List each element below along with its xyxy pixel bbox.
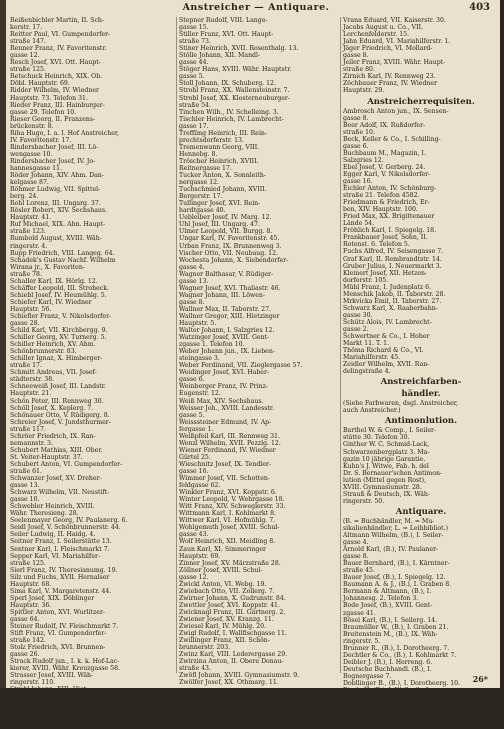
directory-entry: Watzinger Josef, XVIII. Gent-	[179, 334, 270, 342]
directory-entry: Stroh Julius, II. Praterstr. 37.	[10, 700, 102, 708]
directory-entry: Rupp Friedrich, VIII. Langeg. 64.	[10, 249, 115, 257]
directory-entry: Zwiebach Otto, VII. Zollerg. 7.	[179, 587, 275, 595]
directory-entry: Schönauer Otto, V. Rüdigerg. 8.	[10, 411, 110, 419]
directory-entry: straße 61.	[10, 468, 42, 475]
directory-entry: Barthel W. & Comp., I. Seiler-	[343, 427, 437, 435]
directory-entry: Ambrosch Anton jun., IX. Sensen-	[343, 107, 449, 115]
directory-entry: Mühl Franz, I. Judenplatz 6.	[343, 283, 432, 291]
directory-entry: straße 125.	[10, 66, 46, 74]
directory-entry: Wagner Johann, III. Löwen-	[179, 291, 265, 299]
directory-entry: Zwirzina Anton, II. Obere Donau-	[179, 658, 284, 666]
directory-entry: Sepper Karl, VI. Mariahilfer-	[10, 552, 101, 560]
directory-entry: gasse 8.	[343, 52, 369, 60]
directory-entry: Wenzl Wilhelm, XVII. Pezzlg. 12.	[179, 439, 281, 447]
directory-entry: Fuchs Alfred, IV. Seisengasse 7.	[343, 248, 444, 256]
directory-entry: Rohl Lorenz, III. Ungarg. 37.	[10, 200, 101, 208]
directory-entry: Kleinert Josef, XII. Hetzen-	[343, 269, 428, 277]
directory-entry: Wallner Gregor, XIII. Hietzinger	[179, 312, 280, 320]
directory-entry: feldgasse 62.	[179, 482, 221, 490]
directory-entry: Arnold Karl, (B.), IV. Paulaner-	[343, 546, 439, 554]
directory-entry: Johannesg. 2. Telefon 3.	[343, 595, 419, 603]
directory-entry: straße 117.	[10, 425, 46, 433]
directory-entry: Treffling Heinrich, III. Rein-	[179, 129, 267, 137]
directory-entry: Schwanzer Josef, XV. Dreher-	[10, 475, 102, 483]
directory-entry: Zwigl Rudolf, I. Wallfischgasse 11.	[179, 630, 287, 638]
directory-entry: zinger Hauptstr. 20.	[10, 693, 74, 701]
directory-entry: Rieder Franz, III. Hainburger-	[10, 101, 105, 109]
directory-entry: straße 73.	[179, 38, 211, 46]
section-heading: Antimonlution.	[384, 416, 458, 427]
directory-entry: Zwicknagl Franz, III. Gärtnerg. 2.	[179, 608, 286, 616]
directory-entry: Spittler Anton, XVI. Wurlitzer-	[10, 608, 106, 616]
directory-entry: Strobl Josef, XX. Klosterneuburger-	[179, 94, 290, 102]
directory-entry: gasse 5.	[179, 411, 205, 419]
directory-entry: Ulmer Leopold, VII. Burgg. 8.	[179, 228, 273, 236]
directory-entry: Bauer Josef, (B.), I. Spiegelg. 12.	[343, 574, 446, 582]
directory-entry: gasse 2.	[343, 325, 369, 333]
directory-entry: Breitenstein M., (B.), IX. Wäh-	[343, 630, 438, 638]
directory-entry: Friedmann & Friedrich, Er-	[343, 199, 430, 207]
directory-entry: Schröer Friedrich, IX. Ran-	[10, 432, 96, 440]
directory-entry: ringerstr. 4.	[10, 242, 48, 250]
directory-entry: Schäffer Leopold, III. Stroheck.	[10, 284, 109, 292]
directory-entry: Schiller Georg, XV. Turnerg. 5.	[10, 334, 107, 342]
directory-entry: hannesgasse 11.	[10, 164, 62, 172]
directory-entry: Sperl Josef, XIX. Döblinger	[10, 594, 95, 602]
directory-entry: Eichler Anton, IV. Schönburg-	[343, 185, 437, 193]
directory-entry: Schwarzenbergplatz 3. Ma-	[343, 448, 430, 456]
directory-entry: Buchbaum M., Magazin, I.	[343, 149, 426, 157]
directory-entry: Bauer Bernhard, (B.), I. Kärntner-	[343, 560, 450, 568]
directory-entry: Stölle Johann, XII. Mandl-	[179, 52, 261, 60]
directory-entry: Rotenst. 6. Telefon 5.	[343, 241, 410, 249]
directory-entry: Hauptstr. 5.	[179, 320, 217, 328]
directory-entry: Schwebler Heinrich, XVIII.	[10, 503, 95, 511]
directory-entry: Wagner Balthasar, V. Rüdiger-	[179, 270, 274, 278]
directory-entry: Schubert Anton, VI. Gumpendorfer-	[10, 460, 123, 468]
directory-entry: Mrkvicka Emil, II. Taborstr. 27.	[343, 297, 442, 305]
directory-entry: Rumbold August, XVIII. Wäh-	[10, 235, 102, 243]
directory-entry: Tuchschmied Johann, XVIII.	[179, 186, 267, 194]
directory-entry: Frankbauer Josef, Sohn, II.	[343, 234, 428, 242]
directory-entry: Hauptstr. 36.	[10, 601, 52, 609]
directory-entry: (Siehe Farbwaren, dsgl. Anstreicher,	[343, 400, 458, 408]
directory-entry: Schmitt Andreas, VII. Josef-	[10, 369, 97, 377]
section-heading: Antiquare.	[395, 506, 447, 517]
directory-entry: Grafs Berth., (B.), I. Seilerstätte 13.	[343, 722, 456, 729]
directory-entry: Schwertner & Co., I. Hoher	[343, 333, 430, 341]
directory-entry: ringerstr. 50.	[343, 497, 385, 505]
directory-entry: Renner Franz, IV. Favoritenstr.	[10, 45, 107, 53]
section-heading: händler.	[401, 389, 441, 400]
directory-entry: Zwillinger Franz, XII. Schön-	[179, 637, 270, 645]
page-number: 403	[469, 2, 490, 13]
directory-entry: straße 17.	[10, 362, 42, 370]
directory-entry: gasse 15.	[179, 24, 209, 32]
directory-entry: gasse 10.	[10, 496, 40, 504]
directory-entry: Tinchen Wilh., IV. Schelleing. 3.	[179, 108, 279, 116]
directory-entry: sikalienhändler, L. = Leihbibliot.)	[343, 524, 449, 532]
directory-entry: gasse 8.	[179, 298, 205, 306]
directory-entry: Bode Josef, (B.), XVIII. Gent-	[343, 602, 433, 610]
directory-entry: gasse 44.	[179, 59, 209, 67]
directory-entry: Währ. Theresieng. 28.	[10, 510, 79, 518]
directory-entry: Weisser Joh., XVIII. Landesstr.	[179, 404, 275, 412]
directory-entry: Lände 54.	[343, 220, 375, 228]
signature-mark: 26*	[472, 674, 488, 684]
directory-entry: Schreier Josef, V. Jundsthurmer-	[10, 418, 111, 426]
directory-entry: Schütz Alois, IV. Lambrecht-	[343, 318, 432, 326]
directory-entry: Retschuck Heinrich, XIX. Ob.	[10, 73, 103, 81]
directory-entry: Weber Ferdinand, VII. Zieglergasse 57.	[179, 362, 303, 370]
directory-entry: ben, XIV. Hauptstr. 100.	[343, 206, 418, 214]
directory-entry: Weinberger Franz, IV. Prinz-	[179, 383, 268, 391]
directory-entry: Wittmann Karl, I. Kohlmarkt 8.	[179, 510, 277, 518]
directory-entry: gasse 16.	[343, 177, 373, 185]
directory-entry: Sima Karl, V. Margaretenstr. 44.	[10, 587, 112, 595]
directory-entry: gasse 4.	[343, 539, 369, 547]
directory-entry: Sierl Franz, IV. Theresianumg. 19.	[10, 566, 118, 574]
directory-entry: gasse 6.	[343, 142, 369, 150]
directory-entry: gasse 12.	[179, 573, 209, 581]
directory-entry: Frick W., (B.), I. Graben 27.	[343, 694, 430, 702]
directory-entry: Rösler Robert, XIV. Sechshaus.	[10, 207, 108, 215]
directory-entry: brückenstr. 8.	[10, 122, 54, 130]
directory-entry: Stift Franz, VI. Gumpendorfer-	[10, 630, 107, 638]
directory-entry: Zwinz Karl, VIII. Lederergasse 29.	[179, 651, 288, 659]
directory-entry: Schild Karl, VII. Kirchbergg. 9.	[10, 327, 108, 335]
directory-entry: Weiß Max, XIV. Sechshaus.	[179, 397, 264, 405]
directory-entry: Menschik Jakob, II. Taborstr. 28.	[343, 290, 446, 298]
directory-entry: Hauptstr. 21.	[10, 390, 52, 398]
directory-entry: Hauptstr. 73. Telefon 31.	[10, 94, 88, 102]
directory-entry: Kuhn's J. Witwe, Fab. h. del	[343, 462, 429, 470]
directory-entry: Stoll Johann, IX. Schuberg. 12.	[179, 80, 276, 88]
directory-entry: Schiller Heinrich, XV. Ahm.	[10, 341, 96, 349]
directory-entry: Tischler Heinrich, IV. Lambrecht-	[179, 115, 284, 123]
directory-entry: gasse 8.	[343, 553, 369, 561]
directory-entry: Tröscher Heinrich, XVIII.	[179, 157, 259, 165]
directory-entry: Rindersbacher Josef, III. Lö-	[10, 143, 99, 151]
directory-entry: Zwölfer Josef, XX. Othmarg. 11.	[179, 679, 279, 687]
directory-entry: Hauptstr. 29.	[343, 87, 385, 95]
directory-entry: Wiener Ferdinand, IV. Wiedner	[179, 446, 276, 454]
directory-entry: Zwickl Anton, VI. Webg. 19.	[179, 580, 267, 588]
directory-entry: Riha Hugo, I. a. I. Hof Anstreicher,	[10, 129, 120, 137]
directory-entry: Jäger Friedrich, VI. Mollard-	[343, 45, 433, 53]
directory-entry: Mariahilferstr. 45.	[343, 354, 401, 362]
directory-entry: Fried Max, XX. Brigittenauer	[343, 213, 435, 221]
directory-entry: gasse 43.	[179, 531, 209, 539]
directory-entry: Wolf Heinrich, XII. Meidling 8.	[179, 538, 276, 546]
directory-entry: Zinner Josef, XV. Märzstraße 28.	[179, 559, 281, 567]
directory-entry: Zwiener Josef, XV. Kranzg. 11.	[179, 615, 274, 623]
directory-entry: Wallner Max, II. Taborstr. 27.	[179, 305, 271, 313]
directory-entry: prechtsdorferstr. 13.	[179, 136, 244, 144]
directory-entry: straße 43.	[179, 665, 211, 673]
directory-entry: Schwarz Karl, X. Raaberbahn-	[343, 304, 438, 312]
directory-entry: Tucker Anton, X. Sonnleith-	[179, 172, 266, 180]
directory-entry: Markt 11. T. 1.	[343, 340, 390, 348]
directory-entry: Urban Franz, IX. Brunnenweg 3.	[179, 242, 282, 250]
directory-entry: Tremenwann Georg, VIII.	[179, 143, 260, 151]
directory-entry: Schaller Karl, IX. Hörlg. 12.	[10, 277, 98, 285]
directory-entry: Weißpfeil Karl, III. Rennweg 31.	[179, 432, 280, 440]
directory-entry: auch Anstreicher.)	[343, 407, 401, 415]
directory-entry: Fröhlich Karl, I. Spiegelg. 18.	[343, 227, 437, 235]
directory-entry: Tullinger Josef, XVI. Rein-	[179, 200, 261, 208]
directory-entry: kierer, XVIII. Währ. Kreuzgasse 58.	[10, 665, 121, 673]
directory-entry: gasse 5.	[179, 73, 205, 81]
directory-entry: Zöllner Josef, XVIII. Schul-	[179, 566, 263, 574]
directory-entry: Dr. S. Bernauer'schen Antimon-	[343, 469, 443, 477]
directory-entry: Wittwer Karl, VI. Hofmühlg. 7.	[179, 517, 276, 525]
directory-entry: Wochesta Johann, X. Siebendorfer-	[179, 256, 289, 264]
directory-entry: Lerchenfelderstr. 15.	[343, 31, 410, 39]
directory-entry: Seidl Josef, V. Schönbrunnerstr. 44.	[10, 524, 121, 532]
directory-entry: Witt Franz, XIV. Schweglerstr. 33.	[179, 503, 286, 511]
directory-entry: Zwettler Josef, XVI. Koppstr. 41.	[179, 601, 280, 609]
directory-entry: Reitnergasse 17.	[179, 164, 232, 172]
directory-entry: Stolz Friedrich, XVI. Brunnen-	[10, 644, 106, 652]
directory-entry: Gürtel 25.	[179, 453, 211, 461]
column-middle	[176, 17, 339, 687]
directory-entry: Vrana Eduard, VII. Kaiserstr. 30.	[343, 17, 446, 24]
directory-entry: Schadek's Gustav Nachf. Wilhelm	[10, 256, 116, 264]
directory-entry: Winkler Franz, XVI. Koppstr. 6.	[179, 489, 277, 497]
directory-entry: Graf Karl, II. Rembrandtstr. 14.	[343, 255, 442, 263]
directory-entry: Dobllinger B., (B.), I. Dorotheerg. 10.	[343, 679, 461, 687]
section-heading: Anstreicherrequisiten.	[367, 96, 475, 107]
directory-entry: gasse 17.	[179, 122, 209, 130]
directory-entry: brunnerstr. 203.	[179, 644, 231, 652]
directory-entry: kerstr. 17.	[10, 24, 43, 32]
directory-entry: gasse 16.	[179, 468, 209, 475]
directory-entry: straße 78.	[10, 270, 42, 278]
directory-entry: Gerold & Co., (B.), I. Stefansplatz 8.	[343, 701, 457, 709]
directory-entry: Weisssteiner Edmund, IV. Ap-	[179, 418, 272, 426]
directory-entry: gasse 64.	[10, 615, 40, 623]
page-header	[6, 2, 500, 18]
directory-entry: Gilhofer & Ranschburg, (B.), I.	[343, 708, 440, 716]
directory-entry: Salzgries 12.	[343, 156, 384, 164]
directory-entry: Jacobs August u. Co., VII.	[343, 24, 423, 32]
directory-entry: stätte 30. Telefon 30.	[343, 434, 410, 442]
directory-entry: straße 80.	[343, 66, 375, 74]
directory-entry: Reißenbichler Martin, II. Sch-	[10, 17, 105, 24]
directory-entry: Stepner Rudolf, VIII. Lange-	[179, 17, 268, 24]
directory-entry: Strobl Johann, XIII. Hiet-	[10, 686, 89, 694]
directory-entry: Seelenmayer Georg, IV. Paulanerg. 6.	[10, 517, 128, 525]
directory-entry: gasse 30.	[343, 311, 373, 319]
directory-entry: Walter Johann, I. Salzgries 12.	[179, 327, 275, 335]
directory-entry: zgasse 41.	[343, 609, 376, 617]
directory-entry: ringerstr. 110.	[10, 679, 56, 687]
directory-entry: Jeiler Franz, XVIII. Währ. Haupt-	[343, 59, 446, 67]
directory-entry: Strasser Josef, XVIII. Wäh-	[10, 672, 94, 680]
directory-entry: Ginther W. C. Schmid-Lack,	[343, 441, 430, 449]
directory-entry: Wohlgemuth Josef, XVIII. Schul-	[179, 524, 280, 532]
directory-entry: Stöger Hans, XVIII. Währ. Hauptstr.	[179, 66, 292, 74]
directory-entry: Schön Peter, III. Rennweg 30.	[10, 397, 104, 405]
directory-entry: Schiefler Franz, V. Nikolsdorfer-	[10, 312, 112, 320]
directory-entry: straße 10.	[343, 128, 375, 136]
directory-entry: Bognerg. 2. Telefon 55.	[343, 715, 417, 723]
directory-entry: Wieschnitz Josef, IX. Tendler-	[179, 460, 271, 468]
directory-entry: Strohl Franz, XX. Wallensteinstr. 7.	[179, 87, 290, 95]
directory-entry: Reitter Paul, VI. Gumpendorfer-	[10, 31, 111, 39]
directory-entry: Hauptstr. 56.	[10, 305, 52, 313]
directory-entry: straße 21. Telefon 4582.	[343, 192, 420, 200]
directory-entry: Hauptstr. 68.	[10, 580, 52, 588]
directory-entry: kelgasse 87.	[10, 179, 49, 187]
directory-entry: Winter Leopold, V. Wehrgasse 18.	[179, 496, 285, 504]
directory-entry: zgasse 1. Telefon 10.	[179, 341, 245, 349]
directory-entry: Stiller Franz, XVI. Ott. Haupt-	[179, 31, 274, 39]
directory-entry: XVIII. Gymnasiumstr. 28.	[343, 483, 422, 491]
directory-entry: Vischer Otto, VII. Neubaug. 12.	[179, 249, 278, 257]
directory-entry: Brunner R., (B.), I. Dorotheerg. 7.	[343, 644, 450, 652]
directory-entry: Schneeweiß Josef, III. Landstr.	[10, 383, 106, 391]
section-heading: Anstreichfarben-	[380, 377, 462, 388]
directory-entry: Silz und Fuchs, XVII. Hernalser	[10, 573, 110, 581]
directory-page	[6, 0, 500, 729]
directory-entry: Döbl. Hauptstr. 69.	[10, 80, 70, 88]
directory-entry: Weber Johann jun., IX. Lieben-	[179, 348, 275, 356]
directory-entry: Bognergasse 7.	[343, 672, 392, 680]
directory-entry: wengasse 10.	[10, 150, 53, 158]
directory-entry: gazin 10 jährige Garantie.	[343, 455, 426, 463]
directory-entry: städterstr. 38.	[10, 376, 55, 384]
directory-entry: Zwöfl Johann, XVIII. Gymnasiumstr. 9.	[179, 672, 300, 680]
directory-entry: Schöll Josef, X. Keplerg. 7.	[10, 404, 94, 412]
directory-entry: straße 125.	[10, 559, 46, 567]
directory-entry: gasse 4.	[179, 263, 205, 271]
directory-entry: Braumüller W., (B.), I. Graben 21.	[343, 623, 449, 631]
directory-entry: gasse 12.	[10, 52, 40, 60]
directory-entry: Röhmer Ludwig, VII. Spittel-	[10, 186, 101, 194]
directory-entry: (B. = Buchhändler, M. = Mu-	[343, 517, 435, 525]
directory-entry: Stiner Heinrich, XVII. Rosenthalg. 13.	[179, 45, 299, 53]
directory-entry: Strauß & Deutsch, IX. Wäh-	[343, 490, 430, 498]
running-title: Anstreicher — Antiquare.	[182, 2, 330, 13]
directory-entry: Ruf Michael, XIX. Ahn. Haupt-	[10, 221, 106, 229]
directory-entry: straße 54.	[179, 101, 211, 109]
directory-entry: Bösel Karl, (B.), I. Seilerg. 14.	[343, 616, 438, 624]
directory-entry: gasse 29. Telefon 10.	[10, 108, 77, 116]
directory-entry: Baumann A. & J., (B.), I. Graben 8.	[343, 581, 452, 589]
directory-entry: Ebel Josef, V. Gerberg. 24.	[343, 163, 426, 171]
directory-entry: Schiller Ignaz, X. Himberger-	[10, 355, 103, 363]
directory-entry: IV. Favoritenstr. 17.	[10, 136, 72, 144]
directory-entry: Hauptstr. 69.	[179, 552, 221, 560]
directory-entry: Hauptstr. 41.	[10, 214, 52, 222]
directory-entry: Zirnich Karl, IV. Rennweg 23.	[343, 73, 436, 81]
directory-entry: Rieser Georg, II. Franzens-	[10, 115, 96, 123]
directory-entry: Hennebg. 8.	[179, 150, 218, 158]
directory-entry: straße 142.	[10, 637, 46, 645]
directory-entry: Deibler J. (B.), I. Herreng. 6.	[343, 658, 433, 666]
directory-entry: Rindersbacher Josef, IV. Jo-	[10, 157, 96, 165]
directory-entry: Jahn Eduard, VI. Mariahilferstr. 1.	[343, 38, 451, 46]
directory-entry: Sentner Karl, I. Fleischmarkt 7.	[10, 545, 110, 553]
column-left	[10, 17, 170, 715]
directory-entry: Weidinger Josef, XVI. Haber-	[179, 369, 270, 377]
directory-entry: ringerstr. 5.	[343, 637, 381, 645]
directory-entry: gasse 13.	[179, 277, 209, 285]
directory-entry: Gruber Julius, I. Neuermarkt 3.	[343, 262, 442, 270]
directory-entry: Ridder Wilhelm, IV. Wiedner	[10, 87, 100, 95]
directory-entry: Zeidler Wilhelm, XVII. Ran-	[343, 361, 430, 369]
directory-entry: Egger Karl, V. Nikolsdorfer-	[343, 170, 431, 178]
directory-entry: Zaun Karl, XI. Simmeringer	[179, 545, 267, 553]
directory-entry: Röder Johann, XIV. Ahm. Dan-	[10, 172, 104, 180]
directory-entry: delingstraße 4.	[343, 368, 391, 376]
directory-entry: Zwiesel Karl, IV. Mühlg. 20.	[179, 623, 266, 631]
directory-entry: fergasse 1.	[179, 425, 214, 433]
directory-entry: hardtgasse 40.	[179, 207, 226, 215]
directory-entry: Eisele H. (B.), I. Wollzeile 6.	[343, 687, 431, 695]
directory-entry: Zöchbauer Franz, IV. Wiedner	[343, 80, 438, 88]
directory-entry: straße 123.	[10, 228, 46, 236]
directory-entry: steingasse 3.	[179, 355, 220, 363]
directory-entry: Stolz Leopold, XVII. Ing. Hauptstr. 2.	[10, 707, 127, 715]
directory-entry: Wirana jr., X. Favoriten-	[10, 263, 85, 271]
directory-entry: Wimmer Josef, VII. Schotten-	[179, 475, 271, 483]
directory-entry: Schiefer Karl, IV. Wiedner	[10, 298, 92, 306]
directory-entry: Schubert Mathias, XIII. Ober.	[10, 446, 103, 454]
directory-entry: Strack Rudolf jun., I. k. k. Hof-Lac-	[10, 658, 120, 666]
directory-entry: Dechtler & Co., (B.), I. Kohlmarkt 7.	[343, 651, 457, 659]
directory-entry: Zwirner Johann, X. Gudrunstr. 84.	[179, 594, 286, 602]
directory-entry: Beer Adolf, IX. Rußdorfer-	[343, 121, 426, 129]
directory-entry: Bermann & Altmann, (B.), I.	[343, 588, 432, 596]
directory-entry: dorferstr. 105.	[343, 276, 389, 284]
directory-entry: Ungar Karl, IV. Favoritenstr. 45.	[179, 235, 280, 243]
directory-entry: St. Veiter-Hauptstr. 37.	[10, 453, 83, 461]
directory-entry: gasse 28.	[10, 320, 40, 328]
directory-entry: straße 45.	[343, 567, 375, 575]
directory-entry: nergasse 12.	[179, 179, 220, 187]
directory-entry: Altmann Wilhelm, (B.), I. Seiler-	[343, 532, 444, 539]
directory-entry: gasse 8.	[343, 114, 369, 122]
directory-entry: Wagner Josef, XVI. Thaliastr. 46.	[179, 284, 281, 292]
directory-entry: lution (Mittel gegen Rost),	[343, 476, 427, 484]
directory-entry: straße 147.	[10, 38, 46, 46]
directory-entry: Uebleiber Josef, IV. Marg. 12.	[179, 214, 272, 222]
directory-entry: Bergerstr. 17.	[179, 193, 223, 201]
directory-entry: Resch Josef, XVI. Ott. Haupt-	[10, 59, 101, 67]
directory-entry: Seitner Franz, I. Seilerstätte 13.	[10, 538, 112, 546]
directory-entry: Schiebl Josef, IV. Heumühlg. 5.	[10, 291, 107, 299]
directory-entry: Schönbrunnerstr. 83.	[10, 348, 77, 356]
directory-entry: Schwarz Wilhelm, VII. Neustift-	[10, 489, 110, 497]
directory-entry: Deutsche Buchhandl. (B.), I.	[343, 665, 432, 673]
directory-entry: Seiler Ludwig, II. Haidg. 4.	[10, 531, 96, 539]
directory-entry: gasse 13.	[10, 482, 40, 490]
directory-entry: Beck, Keller & Co., I. Schilling-	[343, 135, 441, 143]
directory-entry: gasse 26.	[10, 651, 40, 659]
directory-entry: berg. 24.	[10, 193, 39, 201]
directory-entry: gasse 6.	[179, 376, 205, 384]
directory-entry: Uhl Josef, III. Ungarg. 47.	[179, 221, 260, 229]
directory-entry: Thöma Richard & Co., VI.	[343, 347, 424, 355]
directory-entry: Eugenstr. 12.	[179, 390, 221, 398]
directory-entry: nemannstr. 3.	[10, 439, 53, 447]
directory-entry: Steiner Rudolf, IV. Fleischmarkt 7.	[10, 623, 119, 631]
